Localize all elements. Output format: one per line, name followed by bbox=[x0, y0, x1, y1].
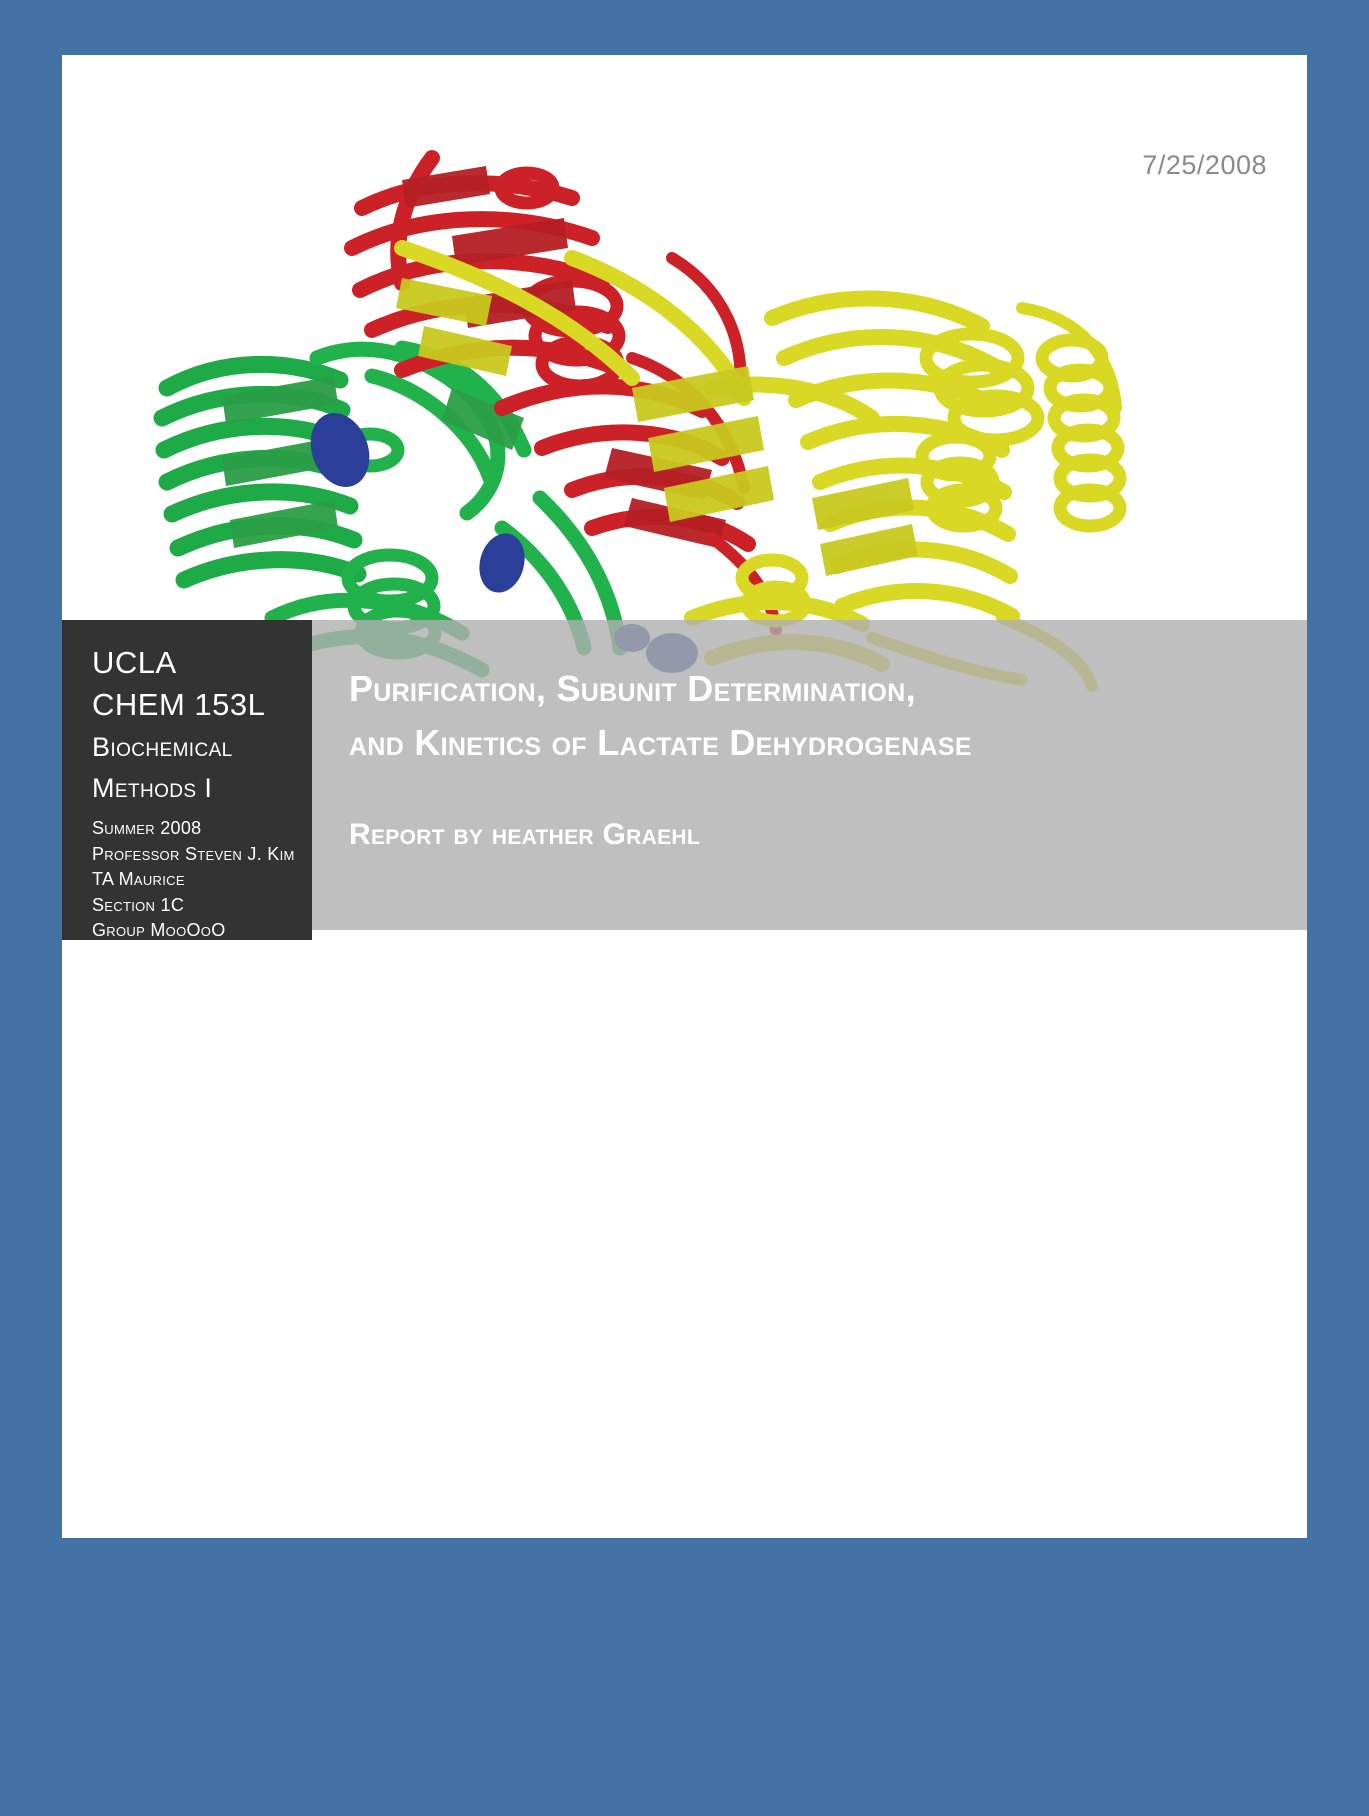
professor-label: Professor Steven J. Kim bbox=[92, 843, 295, 864]
institution-name: UCLA bbox=[92, 645, 177, 680]
cover-sheet bbox=[62, 55, 1307, 1538]
course-meta bbox=[92, 816, 312, 944]
cover-date: 7/25/2008 bbox=[1142, 150, 1267, 180]
course-name-line-2: Methods I bbox=[92, 772, 213, 803]
section-label: Section 1C bbox=[92, 894, 185, 915]
title-text-group bbox=[349, 662, 1259, 852]
ta-label: TA Maurice bbox=[92, 869, 185, 890]
term-label: Summer 2008 bbox=[92, 817, 202, 838]
course-name-line-1: Biochemical bbox=[92, 731, 233, 762]
protein-ribbon-image bbox=[72, 58, 1127, 698]
course-code: CHEM 153L bbox=[92, 686, 266, 722]
document-title-line-1: Purification, Subunit Determination, bbox=[349, 668, 916, 709]
ribbon-diagram-svg bbox=[72, 58, 1127, 698]
group-label: Group MooOoO bbox=[92, 920, 226, 941]
document-title-line-2: and Kinetics of Lactate Dehydrogenase bbox=[349, 722, 972, 763]
document-author: Report by heather Graehl bbox=[349, 818, 700, 851]
course-info-block bbox=[62, 620, 312, 940]
